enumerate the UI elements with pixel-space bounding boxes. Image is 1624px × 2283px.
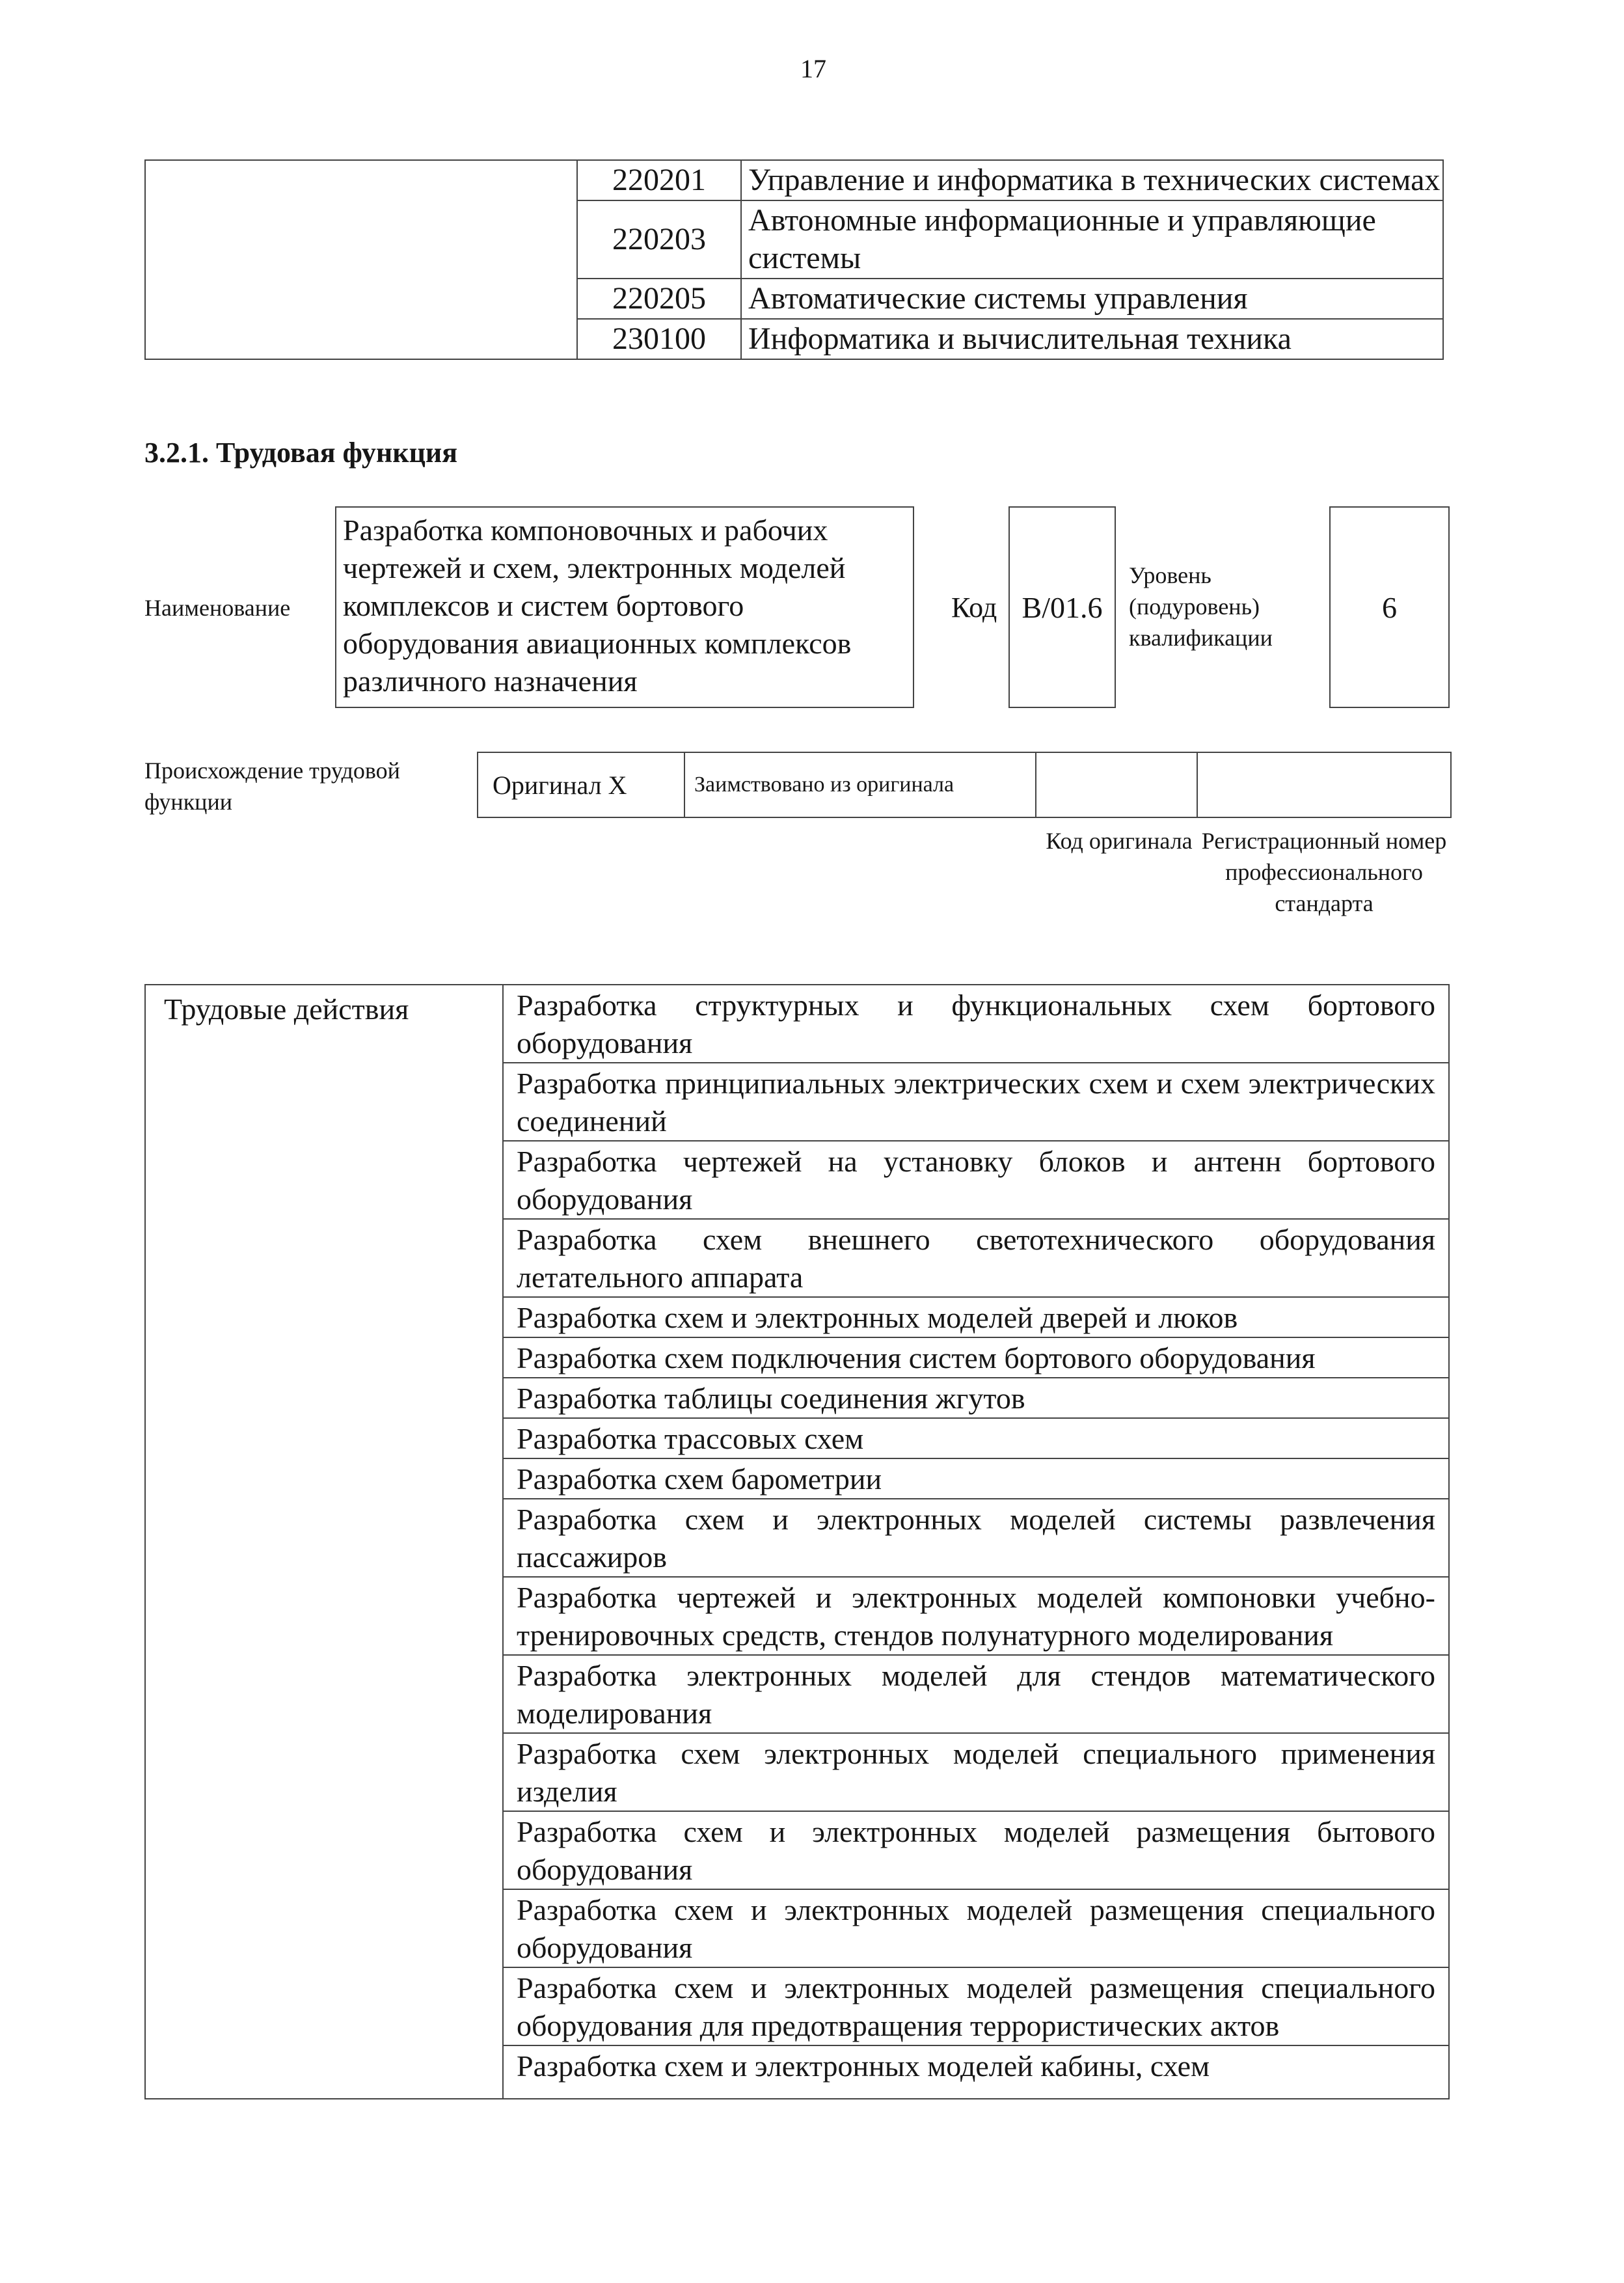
specialty-title: Управление и информатика в технических системах xyxy=(741,160,1443,200)
qualification-level: 6 xyxy=(1329,506,1450,708)
function-code: B/01.6 xyxy=(1008,506,1116,708)
labour-action: Разработка схем и электронных моделей размещения бытового оборудования xyxy=(503,1811,1449,1889)
page-number: 17 xyxy=(800,54,826,83)
origin-table xyxy=(477,752,1452,818)
labour-action: Разработка схем и электронных моделей размещения специального оборудования для предотвращения террористических актов xyxy=(503,1967,1449,2045)
labour-action: Разработка схем и электронных моделей размещения специального оборудования xyxy=(503,1889,1449,1967)
function-name: Разработка компоновочных и рабочих чертежей и схем, электронных моделей комплексов и систем бортового оборудования авиационных комплексов различного назначения xyxy=(335,506,914,708)
labour-action: Разработка принципиальных электрических схем и схем электрических соединений xyxy=(503,1063,1449,1141)
labour-action: Разработка схем и электронных моделей дверей и люков xyxy=(503,1297,1449,1337)
table-row xyxy=(145,985,1449,1063)
labour-action: Разработка схем и электронных моделей системы развлечения пассажиров xyxy=(503,1499,1449,1577)
labour-action: Разработка структурных и функциональных схем бортового оборудования xyxy=(503,985,1449,1063)
specialty-code: 220203 xyxy=(577,200,741,279)
origin-reg-cell xyxy=(1197,752,1451,817)
specialty-code: 220201 xyxy=(577,160,741,200)
section-heading: 3.2.1. Трудовая функция xyxy=(144,437,458,469)
labour-action: Разработка трассовых схем xyxy=(503,1418,1449,1458)
labour-action: Разработка схем подключения систем бортового оборудования xyxy=(503,1337,1449,1378)
specialty-title: Автономные информационные и управляющие системы xyxy=(741,200,1443,279)
labour-action: Разработка схем внешнего светотехнического оборудования летательного аппарата xyxy=(503,1219,1449,1297)
table-row xyxy=(145,160,1443,200)
labour-action: Разработка схем электронных моделей специального применения изделия xyxy=(503,1733,1449,1811)
qualification-level-label: Уровень (подуровень) квалификации xyxy=(1129,562,1273,651)
specialty-code: 230100 xyxy=(577,319,741,359)
specialty-code: 220205 xyxy=(577,279,741,319)
origin-code-caption: Код оригинала xyxy=(1046,828,1193,854)
labour-action: Разработка чертежей и электронных моделей компоновки учебно-тренировочных средств, стендов полунатурного моделирования xyxy=(503,1577,1449,1655)
code-label: Код xyxy=(951,592,997,623)
empty-cell xyxy=(145,160,577,359)
labour-action: Разработка схем барометрии xyxy=(503,1458,1449,1499)
specialty-title: Автоматические системы управления xyxy=(741,279,1443,319)
origin-label: Происхождение трудовой функции xyxy=(144,758,400,815)
origin-code-cell xyxy=(1036,752,1197,817)
labour-action: Разработка чертежей на установку блоков и антенн бортового оборудования xyxy=(503,1141,1449,1219)
table-row xyxy=(478,752,1451,817)
labour-action: Разработка таблицы соединения жгутов xyxy=(503,1378,1449,1418)
labour-action: Разработка электронных моделей для стендов математического моделирования xyxy=(503,1655,1449,1733)
specialty-title: Информатика и вычислительная техника xyxy=(741,319,1443,359)
function-name-label: Наименование xyxy=(144,595,291,621)
origin-reg-caption: Регистрационный номер профессионального стандарта xyxy=(1201,828,1447,916)
specialties-table xyxy=(144,159,1444,360)
origin-original: Оригинал X xyxy=(478,752,684,817)
labour-actions-label: Трудовые действия xyxy=(145,985,503,2099)
origin-borrowed: Заимствовано из оригинала xyxy=(684,752,1036,817)
labour-action: Разработка схем и электронных моделей кабины, схем xyxy=(503,2045,1449,2099)
labour-actions-table xyxy=(144,984,1450,2099)
